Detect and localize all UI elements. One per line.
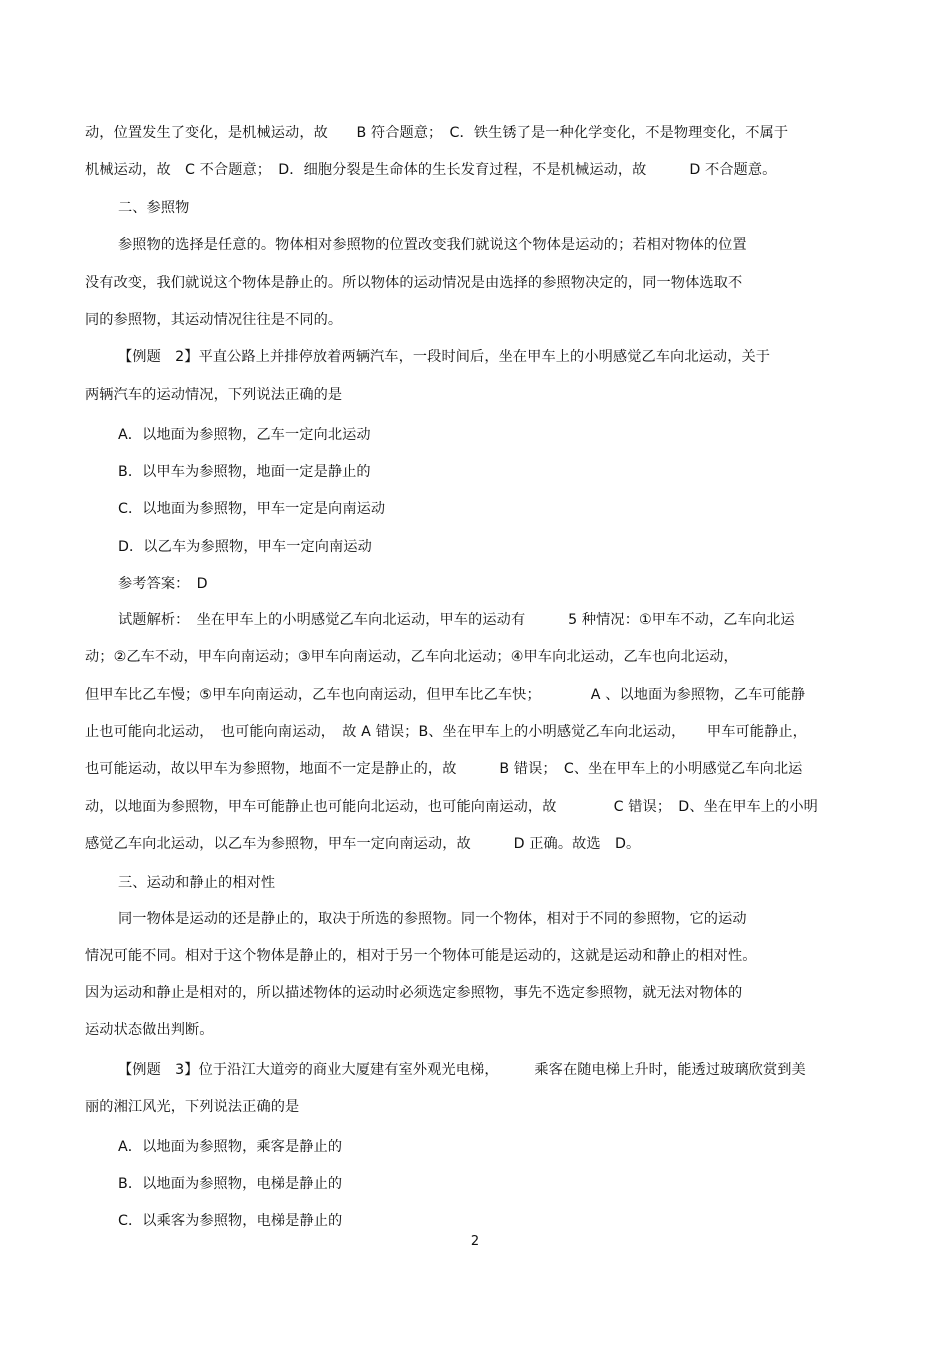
text-line: 感觉乙车向北运动，以乙车为参照物，甲车一定向南运动，故 D 正确。故选 D。	[85, 836, 641, 852]
reference-answer: 参考答案： D	[118, 576, 208, 592]
text-line: 同一物体是运动的还是静止的，取决于所选的参照物。同一个物体，相对于不同的参照物，它的运动	[118, 911, 747, 927]
text-line: 运动状态做出判断。	[85, 1022, 214, 1038]
text-line: 因为运动和静止是相对的，所以描述物体的运动时必须选定参照物，事先不选定参照物，就无法对物体的	[85, 985, 743, 1001]
text-line: 机械运动，故 C 不合题意； D．细胞分裂是生命体的生长发育过程，不是机械运动，故 D 不合题意。	[85, 162, 777, 178]
section-heading: 三、运动和静止的相对性	[118, 875, 276, 891]
text-line: 两辆汽车的运动情况，下列说法正确的是	[85, 387, 343, 403]
text-line: 动，位置发生了变化，是机械运动，故 B 符合题意； C．铁生锈了是一种化学变化，不是物理变化，不属于	[85, 125, 789, 141]
text-line: 没有改变，我们就说这个物体是静止的。所以物体的运动情况是由选择的参照物决定的，同一物体选取不	[85, 275, 743, 291]
example-question: 【例题 2】平直公路上并排停放着两辆汽车，一段时间后，坐在甲车上的小明感觉乙车向北运动，关于	[118, 349, 771, 365]
analysis-text: 试题解析： 坐在甲车上的小明感觉乙车向北运动，甲车的运动有 5 种情况：①甲车不动，乙车向北运	[118, 612, 795, 628]
text-line: 同的参照物，其运动情况往往是不同的。	[85, 312, 343, 328]
option-c: C．以地面为参照物，甲车一定是向南运动	[118, 501, 386, 517]
option-d: D．以乙车为参照物，甲车一定向南运动	[118, 539, 372, 555]
option-a: A．以地面为参照物，乙车一定向北运动	[118, 427, 371, 443]
text-line: 参照物的选择是任意的。物体相对参照物的位置改变我们就说这个物体是运动的；若相对物体的位置	[118, 237, 747, 253]
text-line: 动，以地面为参照物，甲车可能静止也可能向北运动，也可能向南运动，故 C 错误； D、坐在甲车上的小明	[85, 799, 818, 815]
page-number: 2	[470, 1234, 480, 1249]
text-line: 止也可能向北运动， 也可能向南运动， 故 A 错误；B、坐在甲车上的小明感觉乙车向北运动， 甲车可能静止，	[85, 724, 807, 740]
option-b: B．以甲车为参照物，地面一定是静止的	[118, 464, 371, 480]
option-a: A．以地面为参照物，乘客是静止的	[118, 1139, 343, 1155]
text-line: 动；②乙车不动，甲车向南运动；③甲车向南运动，乙车向北运动；④甲车向北运动，乙车也向北运动，	[85, 649, 738, 665]
text-line: 但甲车比乙车慢；⑤甲车向南运动，乙车也向南运动，但甲车比乙车快； A 、以地面为参照物，乙车可能静	[85, 687, 806, 703]
text-line: 情况可能不同。相对于这个物体是静止的，相对于另一个物体可能是运动的，这就是运动和静止的相对性。	[85, 948, 757, 964]
option-c: C．以乘客为参照物，电梯是静止的	[118, 1213, 343, 1229]
text-line: 丽的湘江风光，下列说法正确的是	[85, 1099, 300, 1115]
example-question: 【例题 3】位于沿江大道旁的商业大厦建有室外观光电梯， 乘客在随电梯上升时，能透过玻璃欣赏到美	[118, 1062, 806, 1078]
option-b: B．以地面为参照物，电梯是静止的	[118, 1176, 343, 1192]
section-heading: 二、参照物	[118, 200, 190, 216]
text-line: 也可能运动，故以甲车为参照物，地面不一定是静止的，故 B 错误； C、坐在甲车上的小明感觉乙车向北运	[85, 761, 803, 777]
